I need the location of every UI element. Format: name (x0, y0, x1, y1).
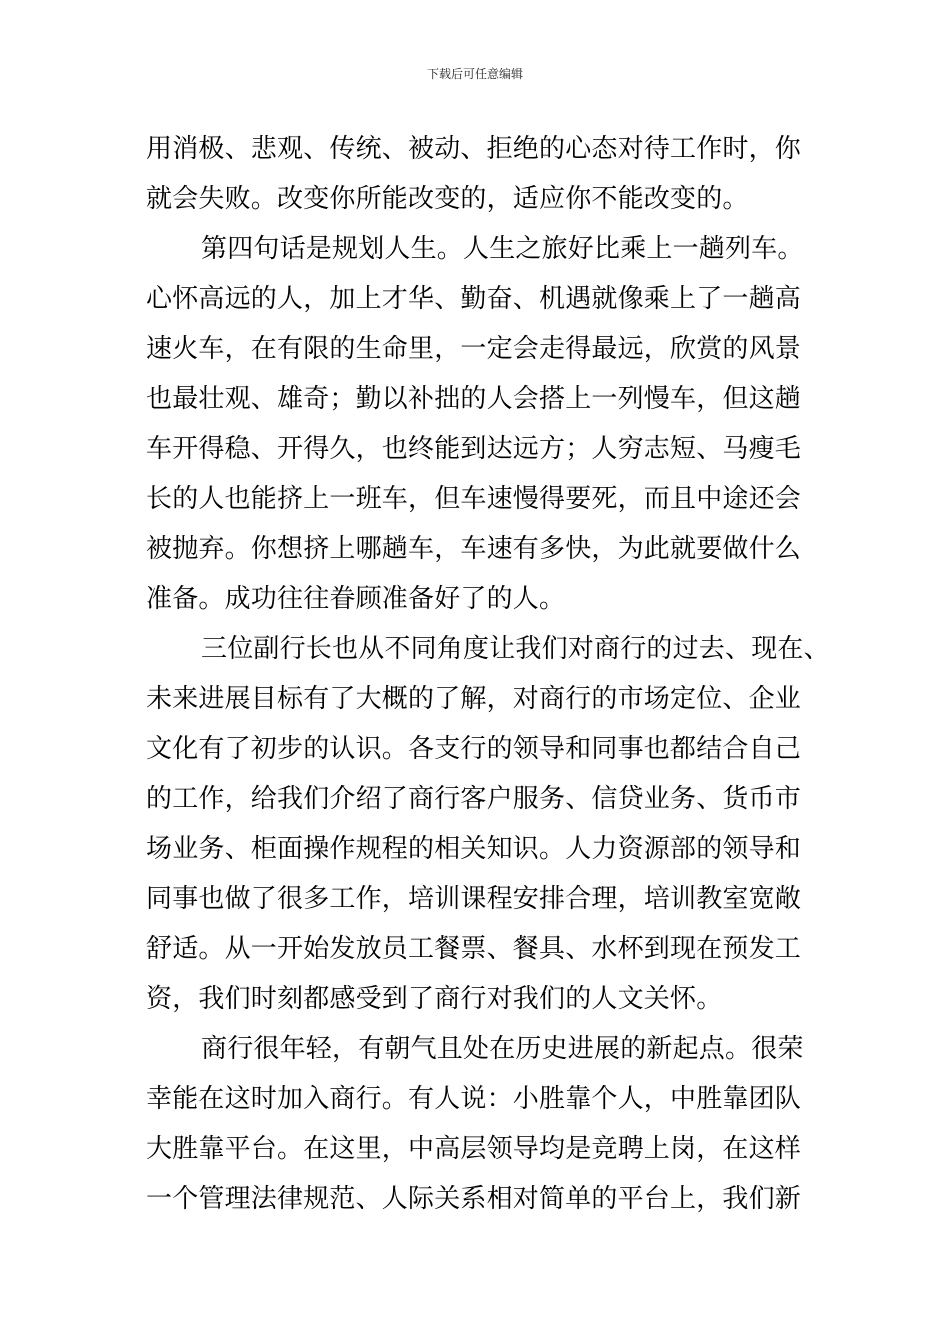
text-line: 资，我们时刻都感受到了商行对我们的人文关怀。 (146, 984, 723, 1014)
text-line: 场业务、柜面操作规程的相关知识。人力资源部的领导和 (146, 834, 802, 864)
text-line: 长的人也能挤上一班车，但车速慢得要死，而且中途还会 (146, 484, 802, 514)
text-line: 心怀高远的人，加上才华、勤奋、机遇就像乘上了一趟高 (146, 284, 802, 314)
paragraph (146, 224, 826, 624)
text-line: 同事也做了很多工作，培训课程安排合理，培训教室宽敞 (146, 884, 802, 914)
text-line: 被抛弃。你想挤上哪趟车，车速有多快，为此就要做什么 (146, 534, 802, 564)
text-line: 车开得稳、开得久，也终能到达远方；人穷志短、马瘦毛 (146, 434, 802, 464)
text-line: 准备。成功往往眷顾准备好了的人。 (146, 584, 566, 614)
text-line: 也最壮观、雄奇；勤以补拙的人会搭上一列慢车，但这趟 (146, 384, 802, 414)
text-line: 未来进展目标有了大概的了解，对商行的市场定位、企业 (146, 684, 802, 714)
document-body (146, 124, 830, 1224)
text-line: 用消极、悲观、传统、被动、拒绝的心态对待工作时，你 (146, 134, 802, 164)
text-line: 商行很年轻，有朝气且处在历史进展的新起点。很荣 (201, 1034, 804, 1064)
text-line: 一个管理法律规范、人际关系相对简单的平台上，我们新 (146, 1184, 802, 1214)
text-line: 第四句话是规划人生。人生之旅好比乘上一趟列车。 (201, 234, 804, 264)
text-line: 就会失败。改变你所能改变的，适应你不能改变的。 (146, 184, 749, 214)
page-header: 下载后可任意编辑 (426, 67, 523, 81)
paragraph (146, 1024, 826, 1224)
text-line: 大胜靠平台。在这里，中高层领导均是竞聘上岗，在这样 (146, 1134, 802, 1164)
paragraph (146, 124, 826, 224)
text-line: 速火车，在有限的生命里，一定会走得最远，欣赏的风景 (146, 334, 802, 364)
text-line: 文化有了初步的认识。各支行的领导和同事也都结合自己 (146, 734, 802, 764)
text-line: 的工作，给我们介绍了商行客户服务、信贷业务、货币市 (146, 784, 802, 814)
paragraph (146, 624, 830, 1024)
text-line: 三位副行长也从不同角度让我们对商行的过去、现在、 (201, 634, 830, 664)
text-line: 舒适。从一开始发放员工餐票、餐具、水杯到现在预发工 (146, 934, 802, 964)
text-line: 幸能在这时加入商行。有人说：小胜靠个人，中胜靠团队 (146, 1084, 802, 1114)
